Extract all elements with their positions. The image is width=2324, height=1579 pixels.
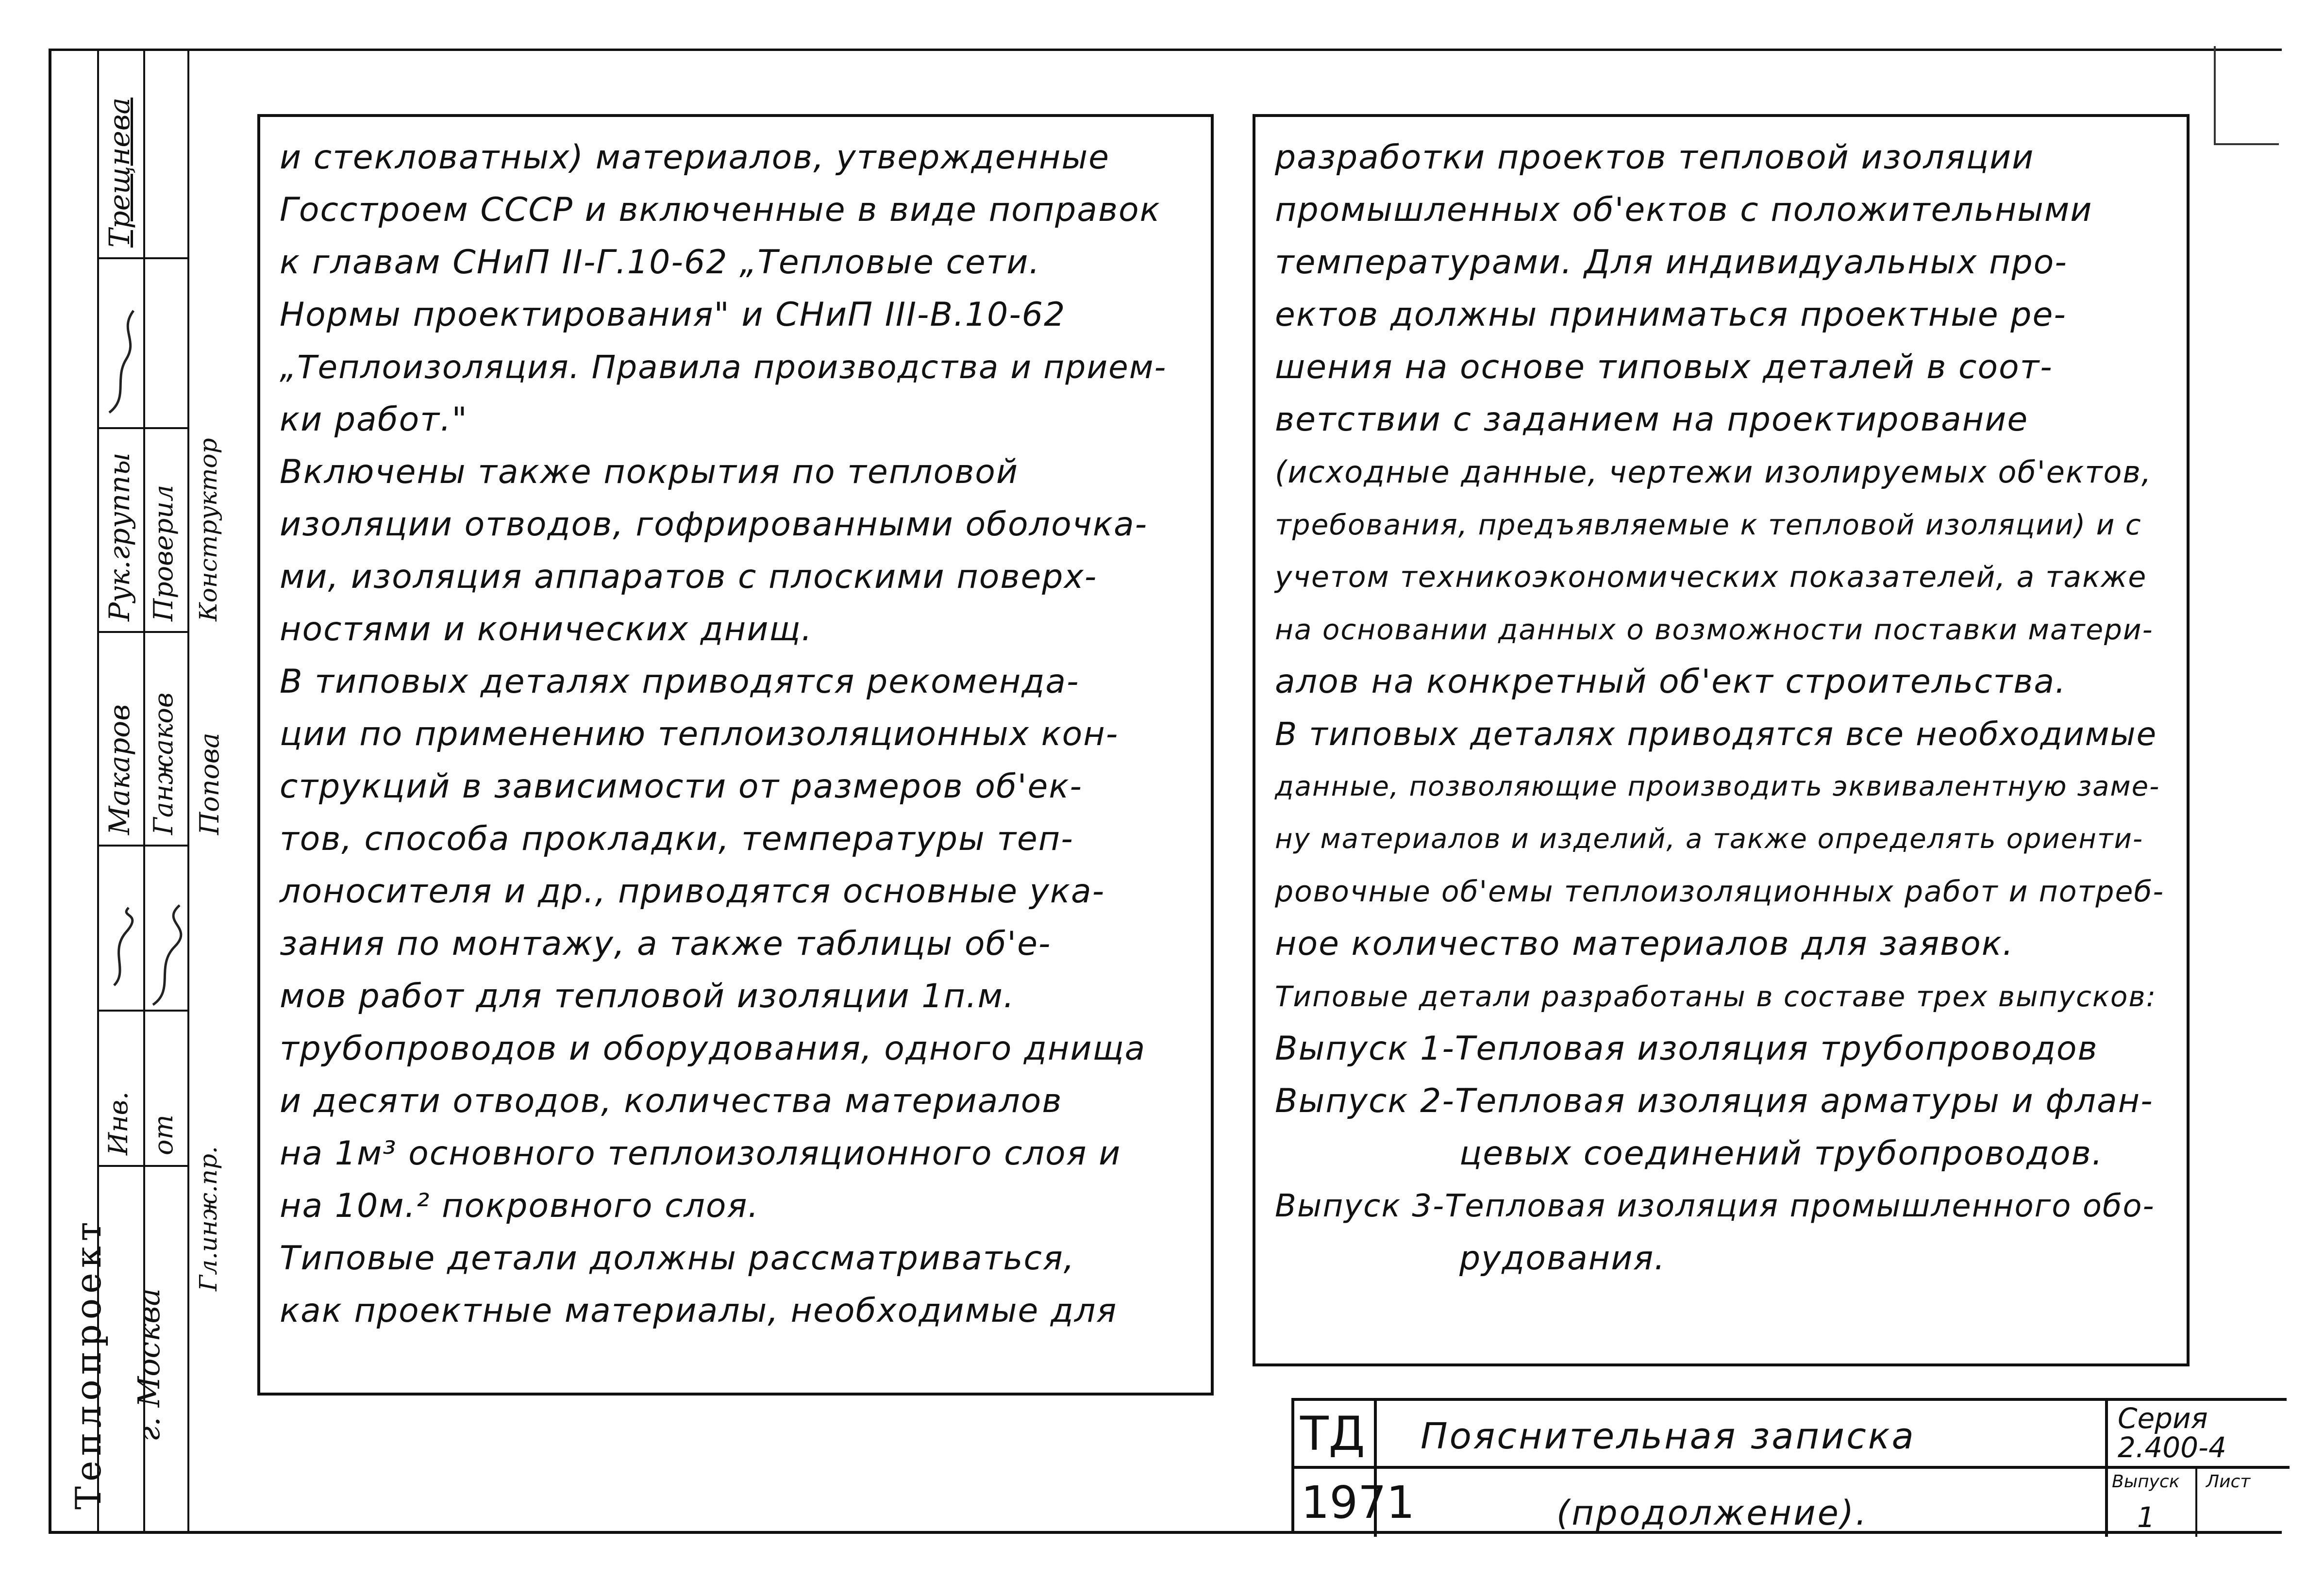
text-line: к главам СНиП II-Г.10-62 „Тепловые сети. <box>280 243 1041 282</box>
text-line: (исходные данные, чертежи изолируемых об'ектов, <box>1275 454 2152 490</box>
text-line: ностями и конических днищ. <box>280 610 813 648</box>
text-line: Госстроем СССР и включенные в виде поправок <box>280 191 1161 229</box>
text-line: ное количество материалов для заявок. <box>1275 925 2014 963</box>
title-block-issue-label: Выпуск <box>2112 1472 2180 1492</box>
text-line: цевых соединений трубопроводов. <box>1459 1134 2104 1173</box>
text-line: температурами. Для индивидуальных про- <box>1275 243 2068 282</box>
stamp-city: г. Москва <box>131 1288 167 1442</box>
title-block-series-label: Серия <box>2118 1402 2208 1435</box>
title-block-sheet-label: Лист <box>2206 1472 2251 1492</box>
text-line: ветствии с заданием на проектирование <box>1275 400 2029 439</box>
text-line: данные, позволяющие производить эквивалентную заме- <box>1275 771 2160 802</box>
stamp-name-popova: Попова <box>194 732 225 835</box>
text-line: В типовых деталях приводятся рекоменда- <box>280 663 1080 701</box>
text-line: ми, изоляция аппаратов с плоскими поверх- <box>280 558 1098 596</box>
stamp-role-chief-engineer: Гл.инж.пр. <box>194 1146 222 1291</box>
text-line: лоносителя и др., приводятся основные ука- <box>280 872 1105 911</box>
text-line: и стекловатных) материалов, утвержденные <box>280 138 1110 177</box>
stamp-divider <box>97 631 189 633</box>
text-line: Нормы проектирования" и СНиП III-В.10-62 <box>280 296 1066 334</box>
text-line: Типовые детали разработаны в составе трех выпусков: <box>1275 980 2157 1013</box>
signature-icon <box>100 903 141 990</box>
signature-icon <box>100 301 141 417</box>
text-line: рудования. <box>1459 1239 1666 1278</box>
text-line: зания по монтажу, а также таблицы об'е- <box>280 925 1052 963</box>
title-block-subtitle: (продолжение). <box>1556 1493 1869 1533</box>
text-line: требования, предъявляемые к тепловой изоляции) и с <box>1275 508 2142 541</box>
stamp-divider <box>97 427 189 429</box>
text-column-left <box>257 114 1214 1396</box>
text-line: тов, способа прокладки, температуры теп- <box>280 820 1074 858</box>
stamp-divider <box>97 257 189 259</box>
text-line: на основании данных о возможности поставки матери- <box>1275 613 2154 646</box>
side-stamp <box>49 49 225 1534</box>
text-line: шения на основе типовых деталей в соот- <box>1275 348 2053 386</box>
stamp-divider <box>97 1165 189 1167</box>
text-line: ектов должны приниматься проектные ре- <box>1275 296 2067 334</box>
stamp-divider <box>187 49 189 1534</box>
text-line: трубопроводов и оборудования, одного днища <box>280 1030 1146 1068</box>
text-line: учетом техникоэкономических показателей, а также <box>1275 560 2147 594</box>
text-line: В типовых деталях приводятся все необходимые <box>1275 715 2157 753</box>
text-line: алов на конкретный об'ект строительства. <box>1275 663 2067 701</box>
stamp-role-group-head: Рук.группы <box>103 452 136 621</box>
text-line: Включены также покрытия по тепловой <box>280 453 1019 491</box>
text-line: как проектные материалы, необходимые для <box>280 1292 1118 1330</box>
text-line: „Теплоизоляция. Правила производства и прием- <box>280 349 1167 386</box>
text-line: ну материалов и изделий, а также определять ориенти- <box>1275 823 2144 855</box>
title-block-issue-cell <box>2105 1469 2197 1537</box>
title-block-subtitle-cell <box>1377 1469 2105 1537</box>
title-block-issue-value: 1 <box>2137 1501 2155 1534</box>
text-line: ровочные об'емы теплоизоляционных работ и потреб- <box>1275 875 2165 909</box>
stamp-date-label: от <box>148 1114 179 1155</box>
title-block-year: 1971 <box>1301 1477 1415 1529</box>
text-line: Выпуск 3-Тепловая изоляция промышленного обо- <box>1275 1188 2155 1224</box>
text-line: ции по применению теплоизоляционных кон- <box>280 715 1119 753</box>
text-line: струкций в зависимости от размеров об'ек- <box>280 767 1083 806</box>
title-block-sheet-cell <box>2197 1469 2290 1537</box>
text-line: мов работ для тепловой изоляции 1п.м. <box>280 977 1015 1015</box>
signature-icon <box>146 898 187 1014</box>
title-block-title-cell <box>1377 1401 2105 1469</box>
stamp-name-ganzhakov: Ганжаков <box>148 692 179 835</box>
stamp-inv-label: Инв. <box>103 1091 134 1155</box>
title-block-year-cell <box>1294 1469 1415 1537</box>
title-block <box>1291 1398 2287 1534</box>
stamp-name-makarov: Макаров <box>103 704 136 835</box>
text-line: и десяти отводов, количества материалов <box>280 1082 1063 1120</box>
title-block-td-cell <box>1294 1401 1377 1469</box>
text-line: изоляции отводов, гофрированными оболочка- <box>280 505 1148 544</box>
stamp-role-designer: Конструктор <box>194 438 222 621</box>
text-line: ки работ." <box>280 400 468 439</box>
frame-corner-mark <box>2214 46 2279 145</box>
stamp-org: Теплопроект <box>68 1217 109 1510</box>
text-column-right <box>1253 114 2190 1366</box>
title-block-series-value: 2.400-4 <box>2118 1431 2226 1464</box>
title-block-series-cell <box>2105 1401 2290 1469</box>
text-line: разработки проектов тепловой изоляции <box>1275 138 2035 177</box>
text-line: Типовые детали должны рассматриваться, <box>280 1239 1075 1278</box>
text-line: на 1м³ основного теплоизоляционного слоя и <box>280 1134 1121 1173</box>
title-block-title: Пояснительная записка <box>1421 1415 1916 1457</box>
stamp-divider <box>97 845 189 847</box>
title-block-td: ТД <box>1300 1407 1365 1461</box>
text-line: на 10м.² покровного слоя. <box>280 1187 760 1225</box>
stamp-role-checked: Проверил <box>148 484 179 621</box>
text-line: Выпуск 1-Тепловая изоляция трубопроводов <box>1275 1030 2098 1068</box>
stamp-name-treshneva: Трещнева <box>103 97 136 248</box>
text-line: Выпуск 2-Тепловая изоляция арматуры и флан- <box>1275 1082 2154 1120</box>
text-line: промышленных об'ектов с положительными <box>1275 191 2093 229</box>
